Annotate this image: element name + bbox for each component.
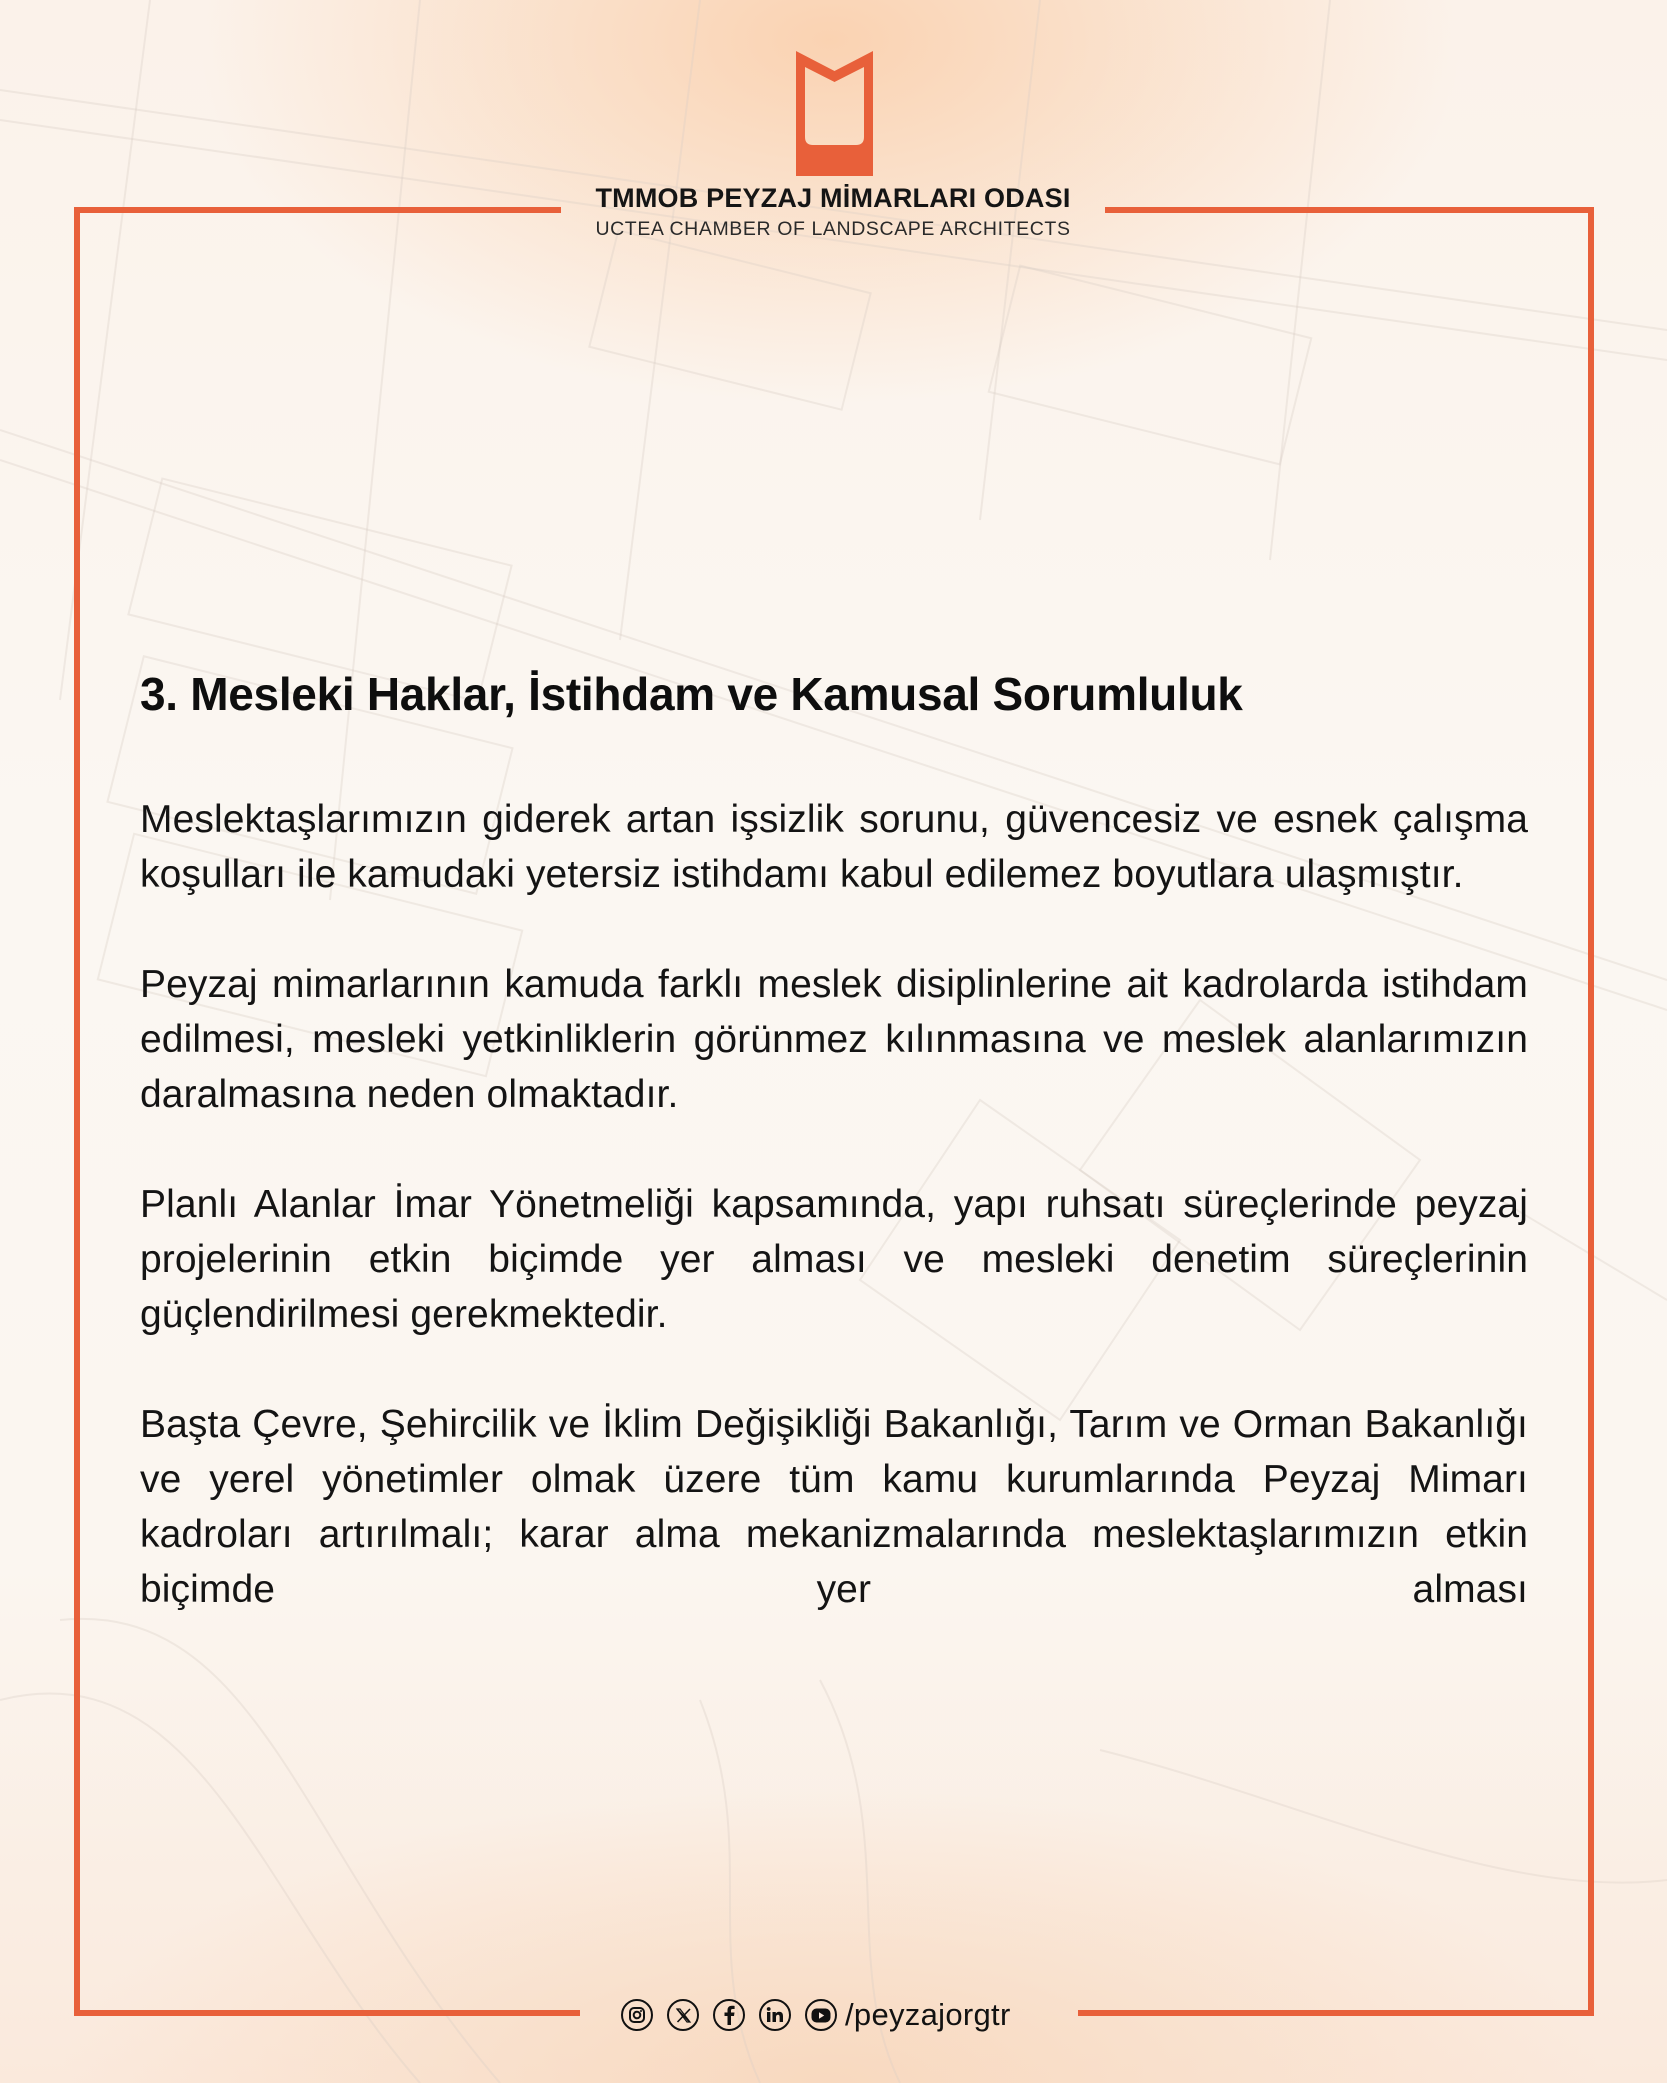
paragraph: Meslektaşlarımızın giderek artan işsizlik sorunu, güvencesiz ve esnek çalışma koşulları ile kamudaki yetersiz istihdamı kabul edilemez boyutlara ulaşmıştır.: [140, 798, 1528, 896]
social-handle[interactable]: /peyzajorgtr: [845, 1997, 1011, 2032]
frame-top-left: [74, 207, 561, 213]
paragraph: Başta Çevre, Şehircilik ve İklim Değişikliği Bakanlığı, Tarım ve Orman Bakanlığı ve yerel yönetimler olmak üzere tüm kamu kurumlarında Peyzaj Mimarı kadroları artırılmalı; karar alma mekanizmalarında meslektaşlarımızın etkin biçimde yer alması: [140, 1403, 1528, 1611]
frame-bottom-right: [1078, 2010, 1594, 2016]
youtube-icon[interactable]: [805, 1999, 837, 2031]
frame-right: [1588, 207, 1594, 2016]
paragraph: Peyzaj mimarlarının kamuda farklı meslek disiplinlerine ait kadrolarda istihdam edilmesi, mesleki yetkinliklerin görünmez kılınmasına ve meslek alanlarımızın daralmasına neden olmaktadır.: [140, 963, 1528, 1116]
instagram-icon[interactable]: [621, 1999, 653, 2031]
social-links: [621, 1997, 1011, 2033]
frame-bottom-left: [74, 2010, 580, 2016]
x-icon[interactable]: [667, 1999, 699, 2031]
frame-left: [74, 207, 80, 2016]
section-heading: 3. Mesleki Haklar, İstihdam ve Kamusal Sorumluluk: [140, 668, 1243, 720]
frame-top-right: [1105, 207, 1594, 213]
linkedin-icon[interactable]: [759, 1999, 791, 2031]
organization-subtitle: UCTEA CHAMBER OF LANDSCAPE ARCHITECTS: [595, 218, 1071, 240]
chamber-logo-icon: [796, 51, 873, 176]
organization-title: TMMOB PEYZAJ MİMARLARI ODASI: [595, 183, 1071, 213]
article-body: [140, 664, 1528, 1617]
paragraph: Planlı Alanlar İmar Yönetmeliği kapsamında, yapı ruhsatı süreçlerinde peyzaj projelerinin etkin biçimde yer alması ve mesleki denetim süreçlerinin güçlendirilmesi gerekmektedir.: [140, 1183, 1528, 1336]
facebook-icon[interactable]: [713, 1999, 745, 2031]
